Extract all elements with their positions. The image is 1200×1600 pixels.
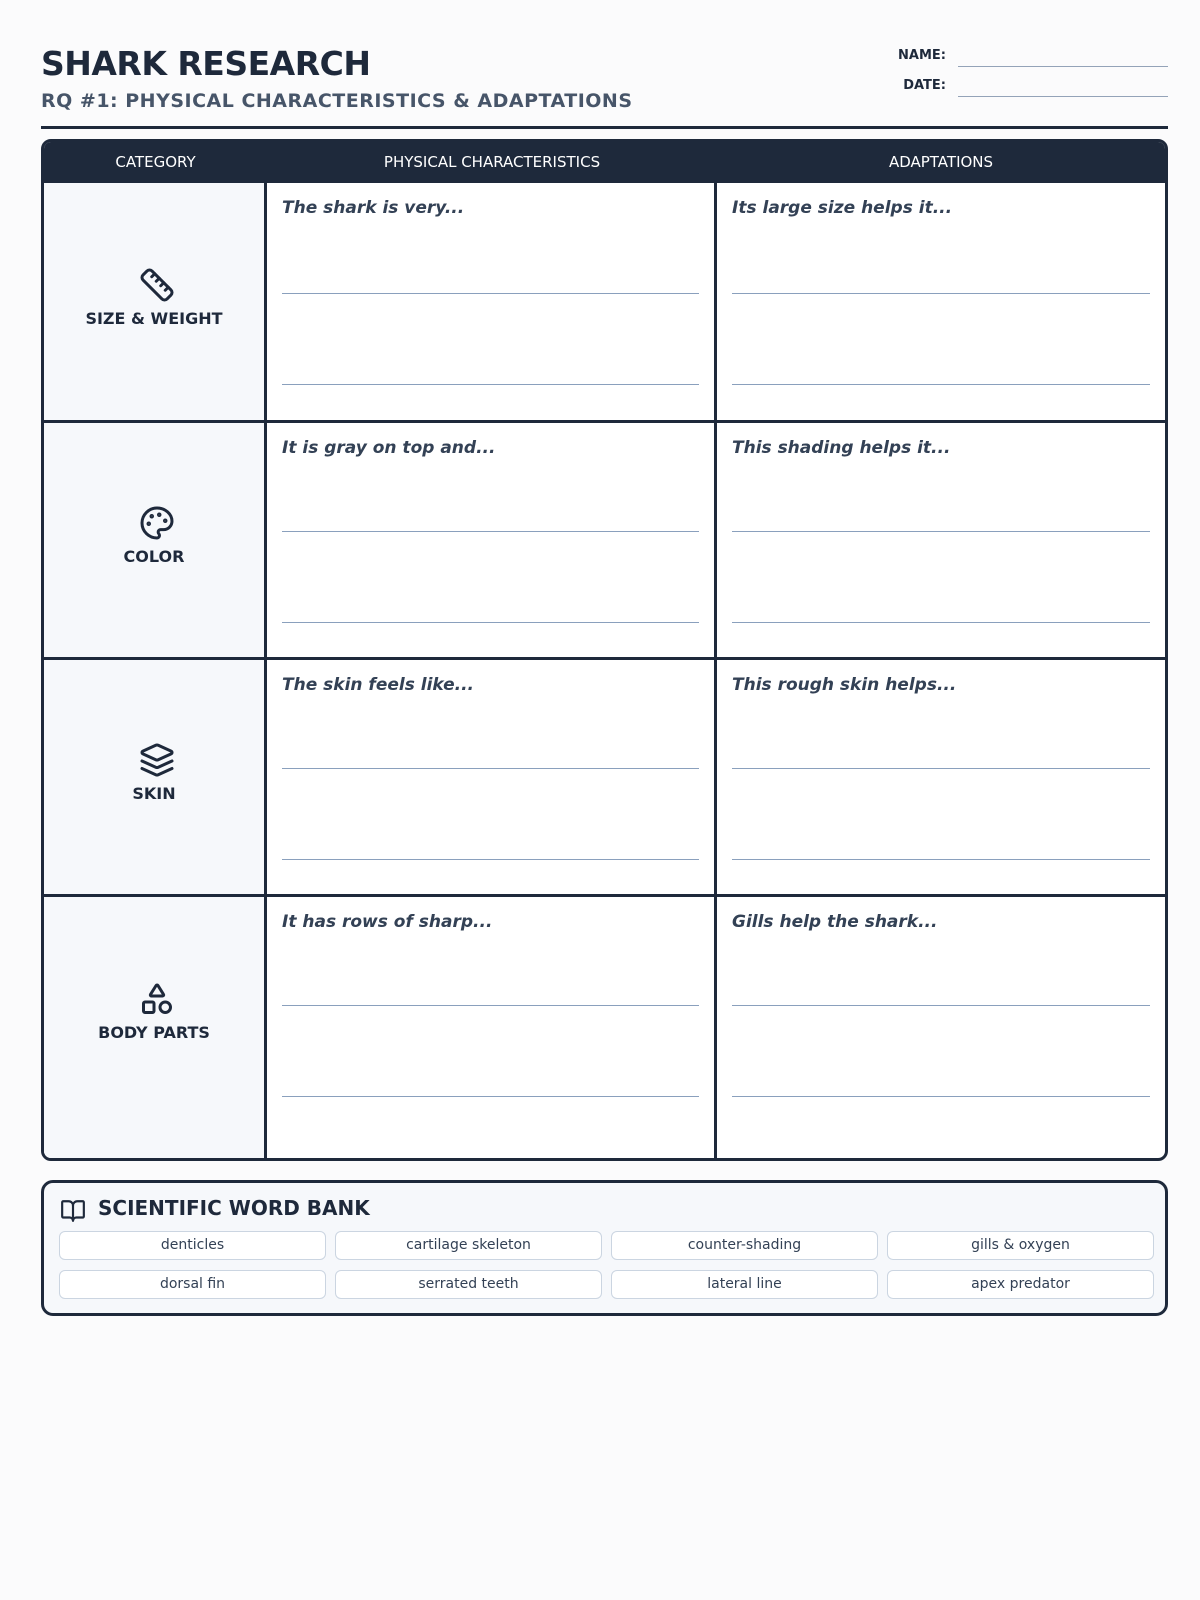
writing-line[interactable] (732, 531, 1150, 532)
category-label: BODY PARTS (98, 1023, 210, 1042)
writing-line[interactable] (282, 1096, 699, 1097)
column-header-category: CATEGORY (115, 153, 196, 171)
category-cell (44, 660, 267, 894)
adaptation-prompt: This shading helps it... (732, 438, 951, 458)
date-label: DATE: (903, 78, 946, 93)
category-label: SIZE & WEIGHT (85, 309, 223, 328)
adaptation-prompt: This rough skin helps... (732, 675, 957, 695)
word-chip: lateral line (611, 1270, 878, 1299)
physical-prompt: It is gray on top and... (282, 438, 496, 458)
writing-line[interactable] (732, 859, 1150, 860)
writing-line[interactable] (732, 622, 1150, 623)
writing-line[interactable] (732, 384, 1150, 385)
palette-icon (139, 505, 175, 541)
physical-cell[interactable] (267, 183, 717, 420)
date-field[interactable] (958, 96, 1168, 97)
word-chip: dorsal fin (59, 1270, 326, 1299)
category-label: SKIN (132, 784, 176, 803)
adaptation-cell[interactable] (717, 660, 1165, 894)
adaptation-cell[interactable] (717, 423, 1165, 657)
page-subtitle: RQ #1: PHYSICAL CHARACTERISTICS & ADAPTATIONS (41, 90, 633, 112)
date-row (898, 74, 1168, 104)
word-chip: denticles (59, 1231, 326, 1260)
word-chip: apex predator (887, 1270, 1154, 1299)
word-bank-title: SCIENTIFIC WORD BANK (98, 1196, 370, 1220)
name-label: NAME: (898, 48, 946, 63)
adaptation-prompt: Its large size helps it... (732, 198, 953, 218)
category-cell (44, 897, 267, 1158)
layers-icon (139, 742, 175, 778)
column-header-physical: PHYSICAL CHARACTERISTICS (383, 153, 601, 171)
adaptation-cell[interactable] (717, 183, 1165, 420)
physical-cell[interactable] (267, 423, 717, 657)
table-row-skin (44, 657, 1165, 894)
adaptation-cell[interactable] (717, 897, 1165, 1158)
page-title: SHARK RESEARCH (41, 44, 371, 83)
name-field[interactable] (958, 66, 1168, 67)
name-date-block (898, 44, 1168, 104)
word-chip: cartilage skeleton (335, 1231, 602, 1260)
writing-line[interactable] (282, 384, 699, 385)
table-row-body-parts (44, 894, 1165, 1158)
word-chip: serrated teeth (335, 1270, 602, 1299)
writing-line[interactable] (282, 768, 699, 769)
physical-prompt: The skin feels like... (282, 675, 474, 695)
category-cell (44, 183, 267, 420)
research-table (41, 139, 1168, 1161)
adaptation-prompt: Gills help the shark... (732, 912, 938, 932)
book-open-icon (60, 1198, 86, 1224)
physical-cell[interactable] (267, 897, 717, 1158)
writing-line[interactable] (732, 1005, 1150, 1006)
writing-line[interactable] (732, 293, 1150, 294)
writing-line[interactable] (732, 768, 1150, 769)
physical-prompt: It has rows of sharp... (282, 912, 493, 932)
worksheet-header (41, 40, 1168, 129)
physical-prompt: The shark is very... (282, 198, 465, 218)
shapes-icon (139, 981, 175, 1017)
table-header (44, 142, 1165, 183)
table-row-color (44, 420, 1165, 657)
ruler-icon (139, 267, 175, 303)
column-header-adaptations: ADAPTATIONS (888, 153, 994, 171)
table-row-size-weight (44, 183, 1165, 420)
writing-line[interactable] (282, 859, 699, 860)
word-chip: gills & oxygen (887, 1231, 1154, 1260)
category-label: COLOR (123, 547, 185, 566)
writing-line[interactable] (282, 1005, 699, 1006)
category-cell (44, 423, 267, 657)
writing-line[interactable] (282, 293, 699, 294)
word-bank (41, 1180, 1168, 1316)
writing-line[interactable] (732, 1096, 1150, 1097)
writing-line[interactable] (282, 531, 699, 532)
word-chip: counter-shading (611, 1231, 878, 1260)
physical-cell[interactable] (267, 660, 717, 894)
name-row (898, 44, 1168, 74)
writing-line[interactable] (282, 622, 699, 623)
